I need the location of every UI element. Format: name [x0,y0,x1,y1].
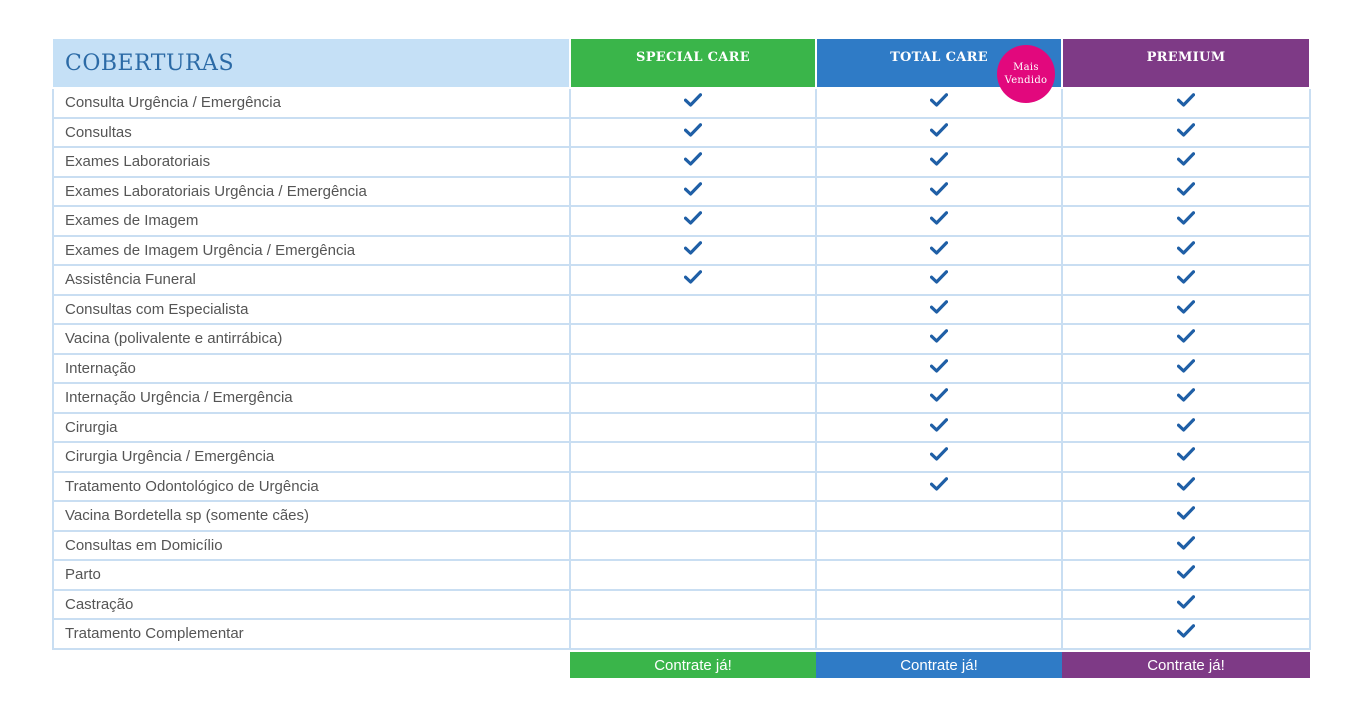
coverage-cell [1062,295,1310,325]
coverage-cell [1062,442,1310,472]
table-row [53,147,1310,177]
coverage-cell [816,206,1062,236]
checkmark-icon [684,241,702,255]
coverage-label: Exames Laboratoriais [53,147,570,177]
coverage-label: Assistência Funeral [53,265,570,295]
table-header-row [53,38,1310,88]
coverage-cell [816,177,1062,207]
coverage-cell [816,472,1062,502]
table-row [53,265,1310,295]
checkmark-icon [930,477,948,491]
table-title: COBERTURAS [53,38,570,88]
table-row [53,590,1310,620]
checkmark-icon [1177,300,1195,314]
coverage-cell [570,590,816,620]
badge-label: Mais Vendido [1004,62,1048,86]
coverage-cell [1062,177,1310,207]
plan-header-total-care [816,38,1062,88]
coverage-cell [1062,206,1310,236]
coverage-label: Exames Laboratoriais Urgência / Emergência [53,177,570,207]
cta-cell [570,649,816,678]
coverage-table [52,37,1311,678]
checkmark-icon [930,182,948,196]
coverage-cell [570,118,816,148]
checkmark-icon [1177,211,1195,225]
coverage-label: Cirurgia Urgência / Emergência [53,442,570,472]
checkmark-icon [1177,123,1195,137]
best-seller-badge [997,45,1055,103]
checkmark-icon [1177,536,1195,550]
checkmark-icon [930,388,948,402]
coverage-cell [816,501,1062,531]
checkmark-icon [1177,477,1195,491]
coverage-cell [1062,236,1310,266]
checkmark-icon [930,447,948,461]
coverage-cell [1062,265,1310,295]
cta-cell [816,649,1062,678]
coverage-cell [570,265,816,295]
coverage-label: Internação Urgência / Emergência [53,383,570,413]
coverage-cell [570,442,816,472]
checkmark-icon [1177,93,1195,107]
coverage-cell [816,118,1062,148]
coverage-label: Tratamento Odontológico de Urgência [53,472,570,502]
plan-header-premium [1062,38,1310,88]
checkmark-icon [930,359,948,373]
checkmark-icon [930,123,948,137]
coverage-cell [570,354,816,384]
coverage-cell [570,88,816,118]
coverage-cell [570,472,816,502]
checkmark-icon [684,270,702,284]
checkmark-icon [930,300,948,314]
coverage-cell [570,236,816,266]
coverage-label: Tratamento Complementar [53,619,570,649]
table-row [53,413,1310,443]
table-row [53,295,1310,325]
coverage-cell [816,324,1062,354]
coverage-label: Exames de Imagem Urgência / Emergência [53,236,570,266]
table-row [53,236,1310,266]
coverage-cell [816,147,1062,177]
table-row [53,118,1310,148]
coverage-cell [816,413,1062,443]
checkmark-icon [1177,241,1195,255]
coverage-cell [816,265,1062,295]
coverage-label: Vacina (polivalente e antirrábica) [53,324,570,354]
coverage-cell [816,354,1062,384]
checkmark-icon [684,211,702,225]
checkmark-icon [1177,624,1195,638]
table-row [53,383,1310,413]
coverage-cell [570,413,816,443]
cta-cell [1062,649,1310,678]
plan-name: SPECIAL CARE [636,49,750,65]
coverage-cell [1062,383,1310,413]
coverage-label: Consultas [53,118,570,148]
coverage-cell [1062,324,1310,354]
coverage-cell [816,590,1062,620]
coverage-cell [1062,88,1310,118]
table-row [53,501,1310,531]
coverage-comparison [52,37,1309,678]
plan-name: TOTAL CARE [890,49,988,65]
coverage-cell [570,206,816,236]
table-row [53,531,1310,561]
checkmark-icon [930,152,948,166]
coverage-cell [570,560,816,590]
checkmark-icon [1177,565,1195,579]
coverage-label: Vacina Bordetella sp (somente cães) [53,501,570,531]
coverage-label: Consultas em Domicílio [53,531,570,561]
table-row [53,177,1310,207]
checkmark-icon [1177,388,1195,402]
checkmark-icon [1177,152,1195,166]
coverage-label: Internação [53,354,570,384]
contract-premium-button[interactable]: Contrate já! [1062,650,1310,678]
coverage-label: Consulta Urgência / Emergência [53,88,570,118]
coverage-label: Exames de Imagem [53,206,570,236]
checkmark-icon [1177,447,1195,461]
coverage-cell [816,442,1062,472]
checkmark-icon [684,123,702,137]
checkmark-icon [684,152,702,166]
coverage-cell [816,383,1062,413]
plan-header-special-care [570,38,816,88]
coverage-label: Castração [53,590,570,620]
coverage-cell [1062,619,1310,649]
checkmark-icon [1177,506,1195,520]
coverage-cell [1062,354,1310,384]
checkmark-icon [684,93,702,107]
coverage-cell [570,383,816,413]
coverage-cell [570,531,816,561]
coverage-cell [816,619,1062,649]
checkmark-icon [930,418,948,432]
checkmark-icon [930,270,948,284]
checkmark-icon [1177,182,1195,196]
checkmark-icon [1177,270,1195,284]
coverage-cell [816,236,1062,266]
coverage-cell [1062,413,1310,443]
table-row [53,442,1310,472]
checkmark-icon [1177,595,1195,609]
table-row [53,472,1310,502]
table-row [53,619,1310,649]
coverage-cell [1062,560,1310,590]
contract-special-care-button[interactable]: Contrate já! [570,650,816,678]
table-row [53,324,1310,354]
table-row [53,560,1310,590]
checkmark-icon [930,211,948,225]
coverage-cell [570,619,816,649]
coverage-cell [1062,501,1310,531]
coverage-label: Cirurgia [53,413,570,443]
plan-name: PREMIUM [1146,49,1226,65]
coverage-cell [570,324,816,354]
coverage-cell [816,560,1062,590]
coverage-label: Parto [53,560,570,590]
coverage-cell [816,531,1062,561]
coverage-label: Consultas com Especialista [53,295,570,325]
table-row [53,354,1310,384]
table-row [53,88,1310,118]
coverage-cell [1062,531,1310,561]
checkmark-icon [930,93,948,107]
coverage-cell [570,295,816,325]
contract-total-care-button[interactable]: Contrate já! [816,650,1062,678]
coverage-cell [1062,118,1310,148]
coverage-cell [570,177,816,207]
checkmark-icon [1177,418,1195,432]
checkmark-icon [930,329,948,343]
cta-row [53,649,1310,678]
checkmark-icon [1177,359,1195,373]
coverage-cell [1062,590,1310,620]
checkmark-icon [1177,329,1195,343]
coverage-cell [816,295,1062,325]
checkmark-icon [684,182,702,196]
coverage-cell [570,501,816,531]
coverage-cell [1062,147,1310,177]
table-row [53,206,1310,236]
coverage-cell [570,147,816,177]
checkmark-icon [930,241,948,255]
cta-spacer [53,649,570,678]
coverage-cell [1062,472,1310,502]
